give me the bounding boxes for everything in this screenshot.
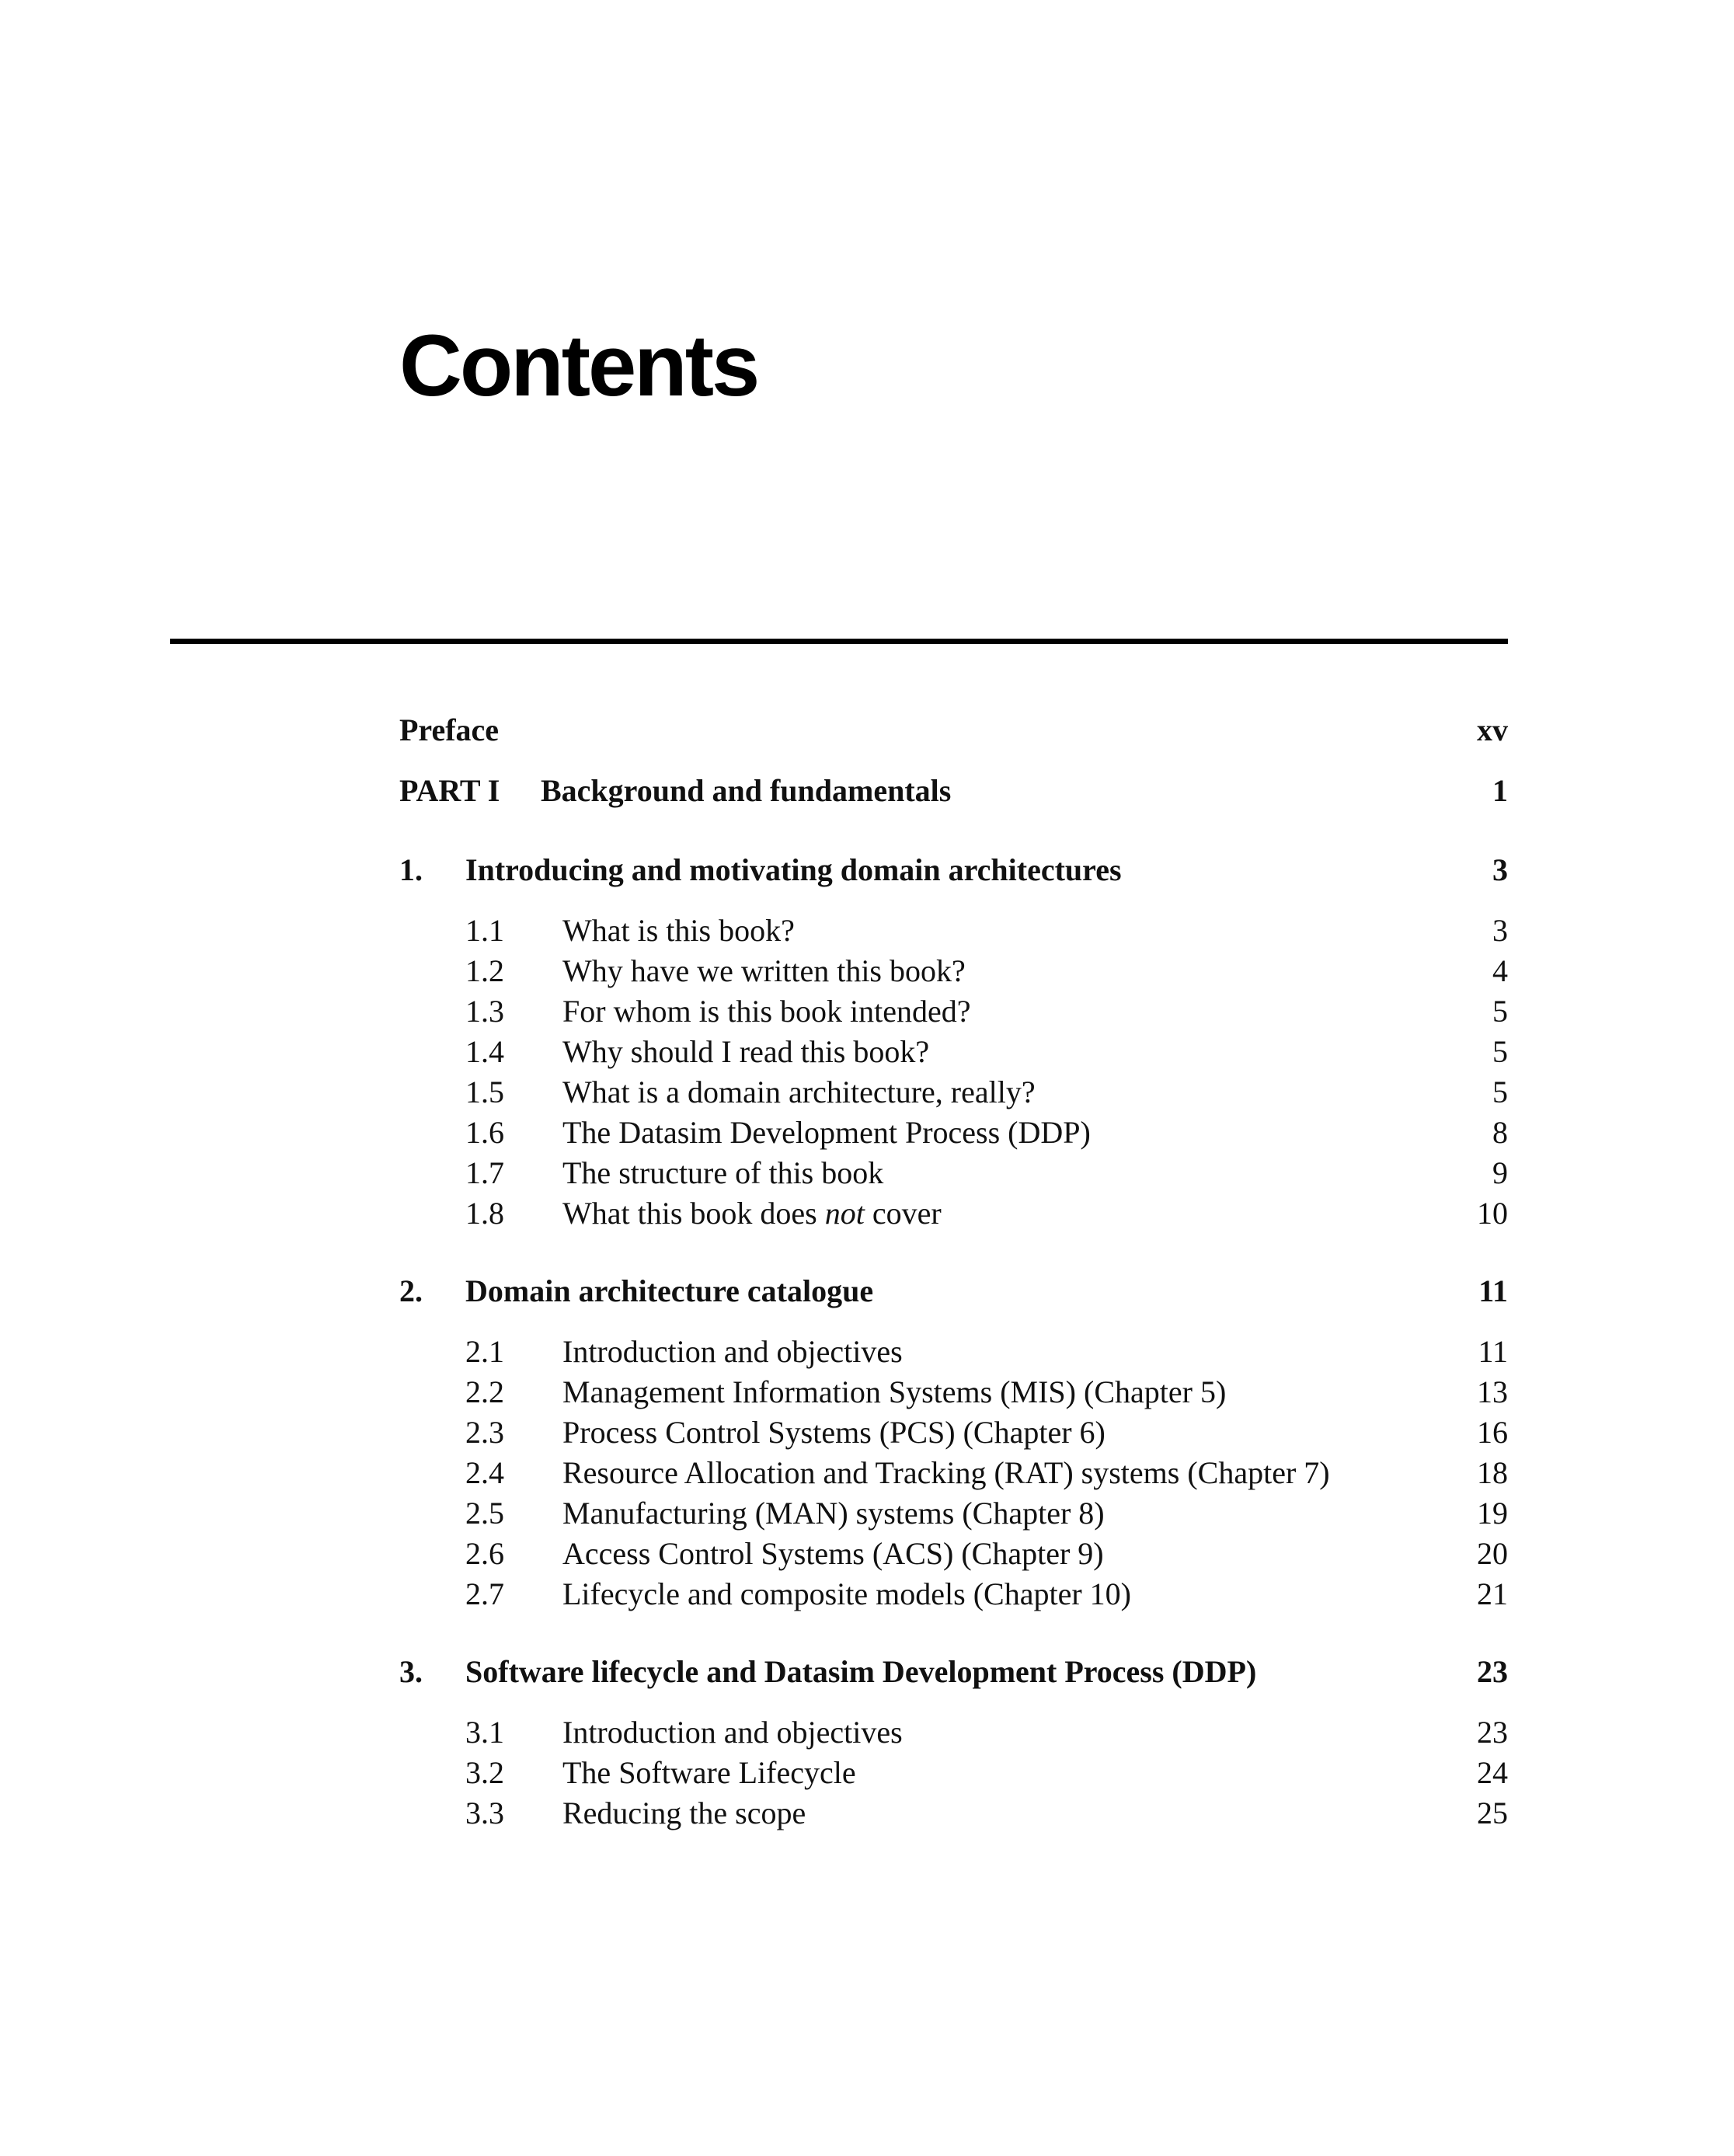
toc-section-1-7[interactable] <box>399 1155 1508 1198</box>
section-page: 25 <box>1477 1796 1508 1830</box>
section-number: 1.1 <box>465 913 504 948</box>
section-number: 1.6 <box>465 1115 504 1150</box>
toc-preface-page: xv <box>1477 712 1508 747</box>
section-number: 1.7 <box>465 1155 504 1190</box>
toc-entry-part-1[interactable] <box>399 775 1508 816</box>
toc-chapter-2[interactable] <box>399 1273 1508 1316</box>
chapter-page: 23 <box>1477 1654 1508 1689</box>
section-number: 2.1 <box>465 1334 504 1369</box>
section-page: 16 <box>1477 1415 1508 1450</box>
section-title: Manufacturing (MAN) systems (Chapter 8) <box>562 1496 1105 1531</box>
toc-part-label: PART I <box>399 773 500 808</box>
toc-preface-label: Preface <box>399 712 500 747</box>
toc-section-3-1[interactable] <box>399 1717 1508 1757</box>
section-number: 1.8 <box>465 1196 504 1231</box>
section-page: 13 <box>1477 1374 1508 1409</box>
toc-section-2-1[interactable] <box>399 1336 1508 1377</box>
section-number: 1.5 <box>465 1075 504 1109</box>
section-number: 2.3 <box>465 1415 504 1450</box>
chapter-page: 3 <box>1492 852 1508 887</box>
section-title: Introduction and objectives <box>562 1334 903 1369</box>
toc-part-page: 1 <box>1492 773 1508 808</box>
section-page: 5 <box>1492 994 1508 1029</box>
section-number: 3.2 <box>465 1755 504 1790</box>
section-number: 2.5 <box>465 1496 504 1531</box>
section-title-start: What this book does <box>562 1196 825 1231</box>
section-title-emphasis: not <box>824 1196 865 1231</box>
section-page: 4 <box>1492 953 1508 988</box>
section-number: 2.7 <box>465 1576 504 1611</box>
section-number: 1.4 <box>465 1034 504 1069</box>
section-title: The structure of this book <box>562 1155 884 1190</box>
toc-chapter-3[interactable] <box>399 1656 1508 1697</box>
section-number: 3.3 <box>465 1796 504 1830</box>
page-title: Contents <box>399 317 758 414</box>
section-number: 3.1 <box>465 1715 504 1750</box>
section-title: Management Information Systems (MIS) (Chapter 5) <box>562 1374 1227 1409</box>
toc-chapter-1[interactable] <box>399 852 1508 895</box>
section-title: Introduction and objectives <box>562 1715 903 1750</box>
chapter-number: 1. <box>399 852 423 887</box>
section-title: What is this book? <box>562 913 795 948</box>
section-page: 19 <box>1477 1496 1508 1531</box>
toc-section-1-2[interactable] <box>399 953 1508 996</box>
toc-section-3-2[interactable] <box>399 1757 1508 1798</box>
section-title: What is a domain architecture, really? <box>562 1075 1036 1109</box>
toc-section-1-6[interactable] <box>399 1117 1508 1158</box>
section-title: The Datasim Development Process (DDP) <box>562 1115 1091 1150</box>
toc-entry-preface[interactable] <box>399 712 1508 755</box>
toc-section-2-3[interactable] <box>399 1417 1508 1458</box>
section-number: 2.6 <box>465 1536 504 1571</box>
toc-section-2-7[interactable] <box>399 1576 1508 1619</box>
section-page: 21 <box>1477 1576 1508 1611</box>
toc-section-1-4[interactable] <box>399 1036 1508 1077</box>
section-page: 8 <box>1492 1115 1508 1150</box>
section-title: Why have we written this book? <box>562 953 966 988</box>
section-title <box>562 1198 942 1229</box>
section-page: 23 <box>1477 1715 1508 1750</box>
section-title: Access Control Systems (ACS) (Chapter 9) <box>562 1536 1104 1571</box>
section-number: 1.2 <box>465 953 504 988</box>
chapter-title: Domain architecture catalogue <box>465 1273 874 1308</box>
table-of-contents <box>399 712 1508 1838</box>
section-page: 5 <box>1492 1034 1508 1069</box>
section-number: 2.2 <box>465 1374 504 1409</box>
toc-section-1-5[interactable] <box>399 1077 1508 1117</box>
section-page: 24 <box>1477 1755 1508 1790</box>
toc-section-2-6[interactable] <box>399 1538 1508 1579</box>
section-title: Process Control Systems (PCS) (Chapter 6) <box>562 1415 1106 1450</box>
section-title: The Software Lifecycle <box>562 1755 856 1790</box>
toc-section-1-3[interactable] <box>399 996 1508 1036</box>
chapter-number: 3. <box>399 1654 423 1689</box>
toc-section-3-3[interactable] <box>399 1798 1508 1838</box>
section-title: Lifecycle and composite models (Chapter 10) <box>562 1576 1131 1611</box>
section-page: 18 <box>1477 1455 1508 1490</box>
chapter-title: Software lifecycle and Datasim Development Process (DDP) <box>465 1654 1257 1689</box>
chapter-number: 2. <box>399 1273 423 1308</box>
chapter-title: Introducing and motivating domain architectures <box>465 852 1122 887</box>
section-title: Reducing the scope <box>562 1796 806 1830</box>
toc-section-2-2[interactable] <box>399 1374 1508 1417</box>
chapter-page: 11 <box>1478 1273 1508 1308</box>
section-title-end: cover <box>864 1196 942 1231</box>
section-page: 10 <box>1477 1196 1508 1231</box>
section-page: 9 <box>1492 1155 1508 1190</box>
section-page: 11 <box>1478 1334 1508 1369</box>
section-number: 1.3 <box>465 994 504 1029</box>
toc-section-2-4[interactable] <box>399 1455 1508 1498</box>
section-page: 20 <box>1477 1536 1508 1571</box>
toc-section-1-8[interactable] <box>399 1198 1508 1238</box>
section-title: Resource Allocation and Tracking (RAT) systems (Chapter 7) <box>562 1455 1330 1490</box>
section-title: Why should I read this book? <box>562 1034 930 1069</box>
toc-part-title: Background and fundamentals <box>541 773 952 808</box>
section-number: 2.4 <box>465 1455 504 1490</box>
section-page: 3 <box>1492 913 1508 948</box>
heading-rule <box>170 639 1508 644</box>
toc-section-1-1[interactable] <box>399 915 1508 956</box>
section-title: For whom is this book intended? <box>562 994 971 1029</box>
toc-section-2-5[interactable] <box>399 1498 1508 1538</box>
section-page: 5 <box>1492 1075 1508 1109</box>
